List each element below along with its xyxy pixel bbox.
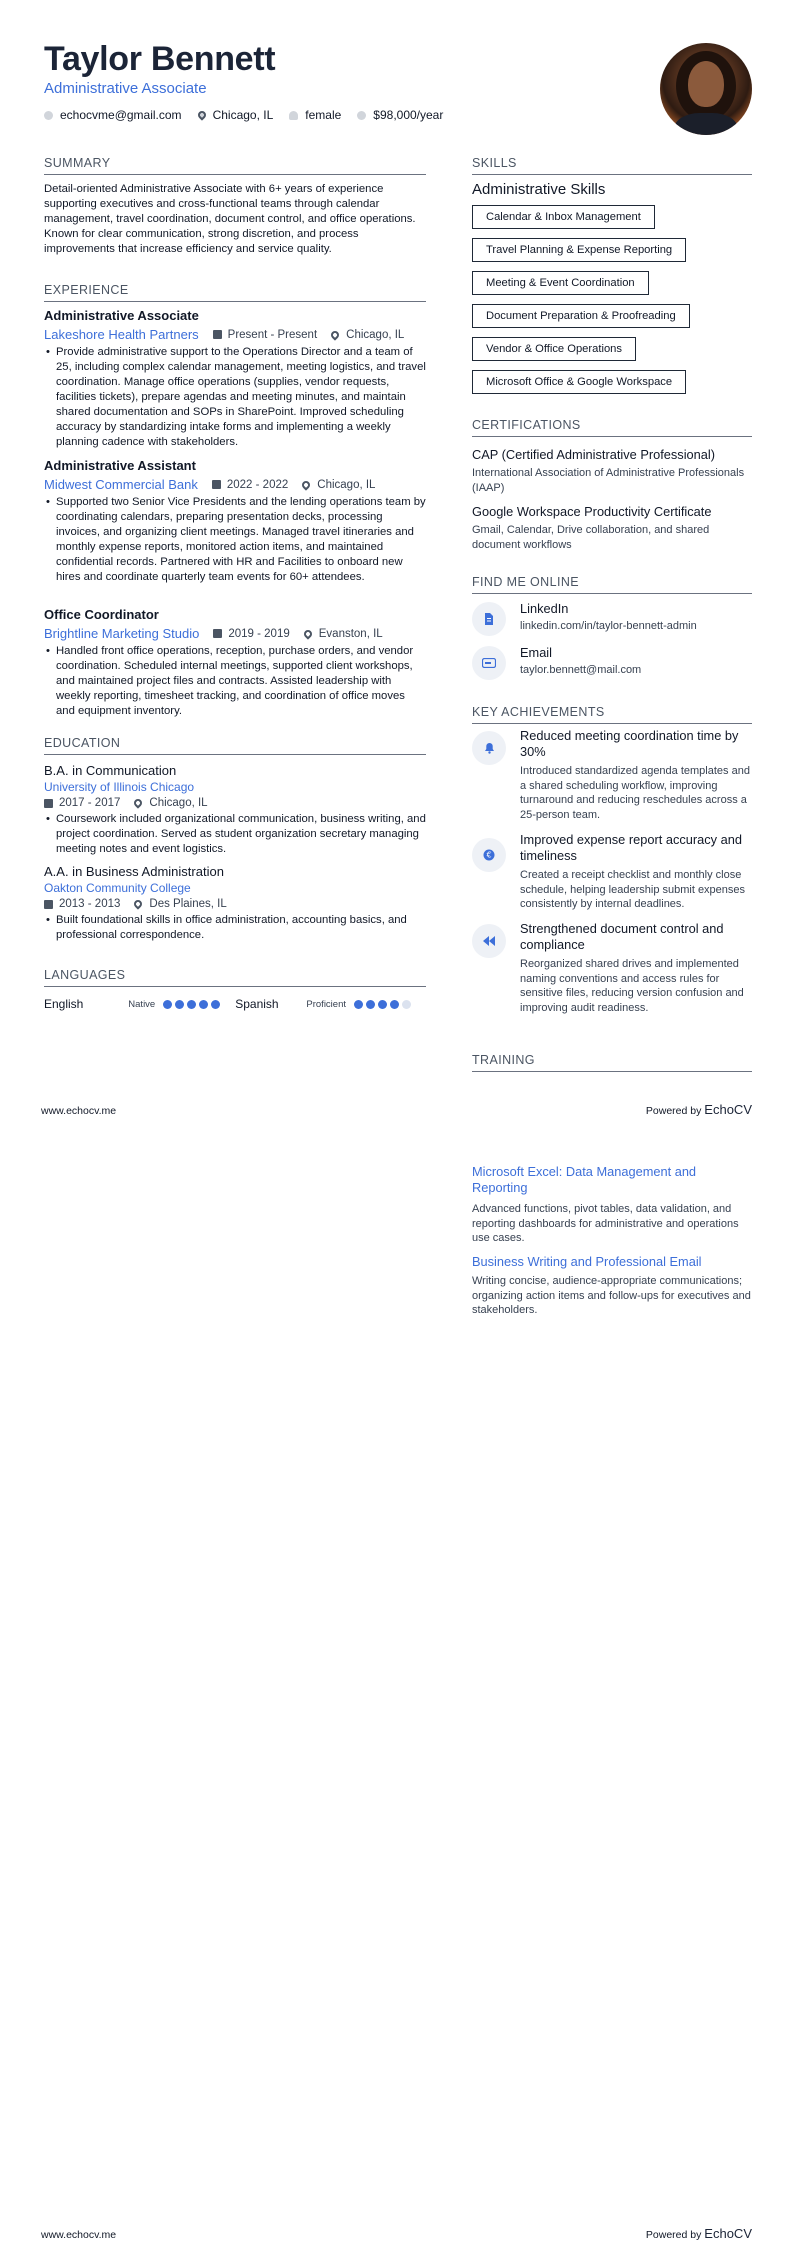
experience-item: Office Coordinator Brightline Marketing Studio 2019 - 2019 Evanston, IL • Handled front office operations, reception, purchase orders, and vendor coordination. Scheduled internal meetings, supported client workshops, and maintained project files and contracts. Assisted leadership with weekly reporting, timesheet tracking, and coordination of office moves and equipment inventory. bbox=[44, 607, 426, 719]
edu-location: Des Plaines, IL bbox=[149, 898, 227, 910]
edu-dates: 2017 - 2017 bbox=[59, 797, 121, 809]
school-name: Oakton Community College bbox=[44, 881, 191, 895]
user-icon bbox=[289, 111, 298, 120]
section-title-experience: EXPERIENCE bbox=[44, 283, 426, 302]
job-bullet: Provide administrative support to the Operations Director and a team of 25, including complex calendar management, meeting logistics, and travel coordination. Manage office operations (supplies, vendor requests, facilities tickets), prepare agendas and meeting minutes, and maintain shared documentation and SOPs in SharePoint. Improved scheduling accuracy by standardizing intake forms and implementing a weekly planning cadence with stakeholders. bbox=[56, 346, 426, 448]
rating-dot bbox=[402, 1000, 411, 1009]
edu-bullet: Coursework included organizational communication, business writing, and project coordination. Served as student organization secretary managing meeting notes and event logistics. bbox=[56, 813, 426, 855]
coin-icon bbox=[472, 838, 506, 872]
job-location: Chicago, IL bbox=[346, 328, 405, 341]
skill-tag: Travel Planning & Expense Reporting bbox=[472, 238, 686, 262]
certification-title: Google Workspace Productivity Certificate bbox=[472, 504, 712, 519]
achievement-title: Strengthened document control and compliance bbox=[520, 921, 724, 952]
rating-dot bbox=[378, 1000, 387, 1009]
location-pin-icon bbox=[329, 329, 340, 340]
achievement-desc: Introduced standardized agenda templates and a shared scheduling workflow, improving turnaround and reducing reschedules across a 25-person team. bbox=[520, 765, 750, 821]
achievement-desc: Created a receipt checklist and monthly close schedule, helping leadership submit expenses consistently by internal deadlines. bbox=[520, 869, 746, 910]
brand-logo: EchoCV bbox=[704, 2226, 752, 2241]
contact-salary-text: $98,000/year bbox=[373, 108, 444, 122]
job-dates: Present - Present bbox=[227, 328, 318, 341]
contact-salary bbox=[357, 108, 443, 122]
email-icon bbox=[472, 646, 506, 680]
footer-website[interactable]: www.echocv.me bbox=[41, 1105, 117, 1117]
candidate-name: Taylor Bennett bbox=[44, 40, 276, 78]
contact-email-text: echocvme@gmail.com bbox=[60, 108, 182, 122]
certification-title: CAP (Certified Administrative Professional) bbox=[472, 447, 715, 462]
calendar-icon bbox=[44, 799, 53, 808]
language-rating bbox=[354, 1000, 414, 1009]
brand-logo: EchoCV bbox=[704, 1102, 752, 1117]
language-level: Native bbox=[128, 998, 156, 1010]
calendar-icon bbox=[44, 900, 53, 909]
section-title-online: FIND ME ONLINE bbox=[472, 575, 752, 594]
edu-dates: 2013 - 2013 bbox=[59, 898, 121, 910]
skill-tag: Vendor & Office Operations bbox=[472, 337, 636, 361]
edu-bullet: Built foundational skills in office administration, accounting basics, and professional correspondence. bbox=[56, 914, 407, 941]
rating-dot bbox=[390, 1000, 399, 1009]
skill-tag: Meeting & Event Coordination bbox=[472, 271, 649, 295]
resume-page-2 bbox=[0, 1123, 794, 2246]
contact-location-text: Chicago, IL bbox=[212, 108, 274, 122]
location-pin-icon bbox=[196, 109, 207, 120]
training-desc: Writing concise, audience-appropriate communications; organizing action items and follow-ups for executives and stakeholders. bbox=[472, 1275, 751, 1316]
edu-location: Chicago, IL bbox=[149, 797, 208, 809]
contact-bar bbox=[44, 108, 459, 122]
experience-item: Administrative Associate Lakeshore Health Partners Present - Present Chicago, IL • Provide administrative support to the Operations Director and a team of 25, including complex calendar management, meeting logistics, and travel coordination. Manage office operations (supplies, vendor requests, facilities tickets), prepare agendas and meeting minutes, and maintain shared documentation and SOPs in SharePoint. Improved scheduling accuracy by standardizing intake forms and implementing a weekly planning cadence with stakeholders. bbox=[44, 308, 426, 448]
rating-dot bbox=[366, 1000, 375, 1009]
training-title: Microsoft Excel: Data Management and Reporting bbox=[472, 1164, 697, 1195]
job-dates: 2019 - 2019 bbox=[228, 627, 290, 640]
section-title-education: EDUCATION bbox=[44, 736, 426, 755]
skill-tag: Calendar & Inbox Management bbox=[472, 205, 655, 229]
skill-tag: Microsoft Office & Google Workspace bbox=[472, 370, 686, 394]
svg-text:€: € bbox=[486, 850, 492, 860]
language-rating bbox=[163, 1000, 223, 1009]
location-pin-icon bbox=[133, 898, 144, 909]
training-desc: Advanced functions, pivot tables, data validation, and reporting dashboards for administrative and operations use cases. bbox=[472, 1203, 739, 1244]
company-name: Brightline Marketing Studio bbox=[44, 626, 200, 641]
rating-dot bbox=[163, 1000, 172, 1009]
dollar-icon bbox=[357, 111, 366, 120]
language-name: English bbox=[44, 997, 84, 1011]
rating-dot bbox=[211, 1000, 220, 1009]
rating-dot bbox=[354, 1000, 363, 1009]
degree: B.A. in Communication bbox=[44, 763, 177, 778]
online-link[interactable]: taylor.bennett@mail.com bbox=[520, 664, 642, 676]
contact-gender bbox=[289, 108, 341, 122]
job-location: Evanston, IL bbox=[318, 627, 383, 640]
location-pin-icon bbox=[133, 797, 144, 808]
section-title-summary: SUMMARY bbox=[44, 156, 426, 175]
company-name: Midwest Commercial Bank bbox=[44, 477, 198, 492]
degree: A.A. in Business Administration bbox=[44, 864, 224, 879]
rewind-icon bbox=[472, 924, 506, 958]
online-label: LinkedIn bbox=[520, 601, 569, 616]
location-pin-icon bbox=[302, 628, 313, 639]
calendar-icon bbox=[213, 629, 222, 638]
footer-website[interactable]: www.echocv.me bbox=[41, 2229, 117, 2241]
job-title: Office Coordinator bbox=[44, 607, 159, 622]
footer-powered-by: Powered by EchoCV bbox=[645, 2226, 752, 2241]
languages-row bbox=[44, 996, 426, 1012]
candidate-title: Administrative Associate bbox=[44, 80, 207, 97]
rating-dot bbox=[175, 1000, 184, 1009]
calendar-icon bbox=[213, 330, 222, 339]
job-bullet: Handled front office operations, reception, purchase orders, and vendor coordination. Scheduled internal meetings, supported client workshops, and maintained project files and contracts. Assisted leadership with weekly reporting, timesheet tracking, and coordination of office moves and equipment inventory. bbox=[56, 645, 414, 717]
section-title-training: TRAINING bbox=[472, 1053, 752, 1072]
online-label: Email bbox=[520, 645, 552, 660]
section-title-achievements: KEY ACHIEVEMENTS bbox=[472, 705, 752, 724]
job-title: Administrative Assistant bbox=[44, 458, 196, 473]
skill-tag: Document Preparation & Proofreading bbox=[472, 304, 690, 328]
bell-icon bbox=[472, 731, 506, 765]
skills-group-title: Administrative Skills bbox=[472, 181, 606, 198]
footer-powered-by: Powered by EchoCV bbox=[645, 1102, 752, 1117]
location-pin-icon bbox=[301, 479, 312, 490]
email-icon bbox=[44, 111, 53, 120]
achievement-title: Improved expense report accuracy and timeliness bbox=[520, 832, 742, 863]
experience-item: Administrative Assistant Midwest Commercial Bank 2022 - 2022 Chicago, IL • Supported two Senior Vice Presidents and the lending operations team by coordinating calendars, preparing presentation decks, processing invoices, and organizing client meetings. Managed travel itineraries and monthly expense reports, monitored action items, and maintained confidential records. Partnered with HR and Facilities to onboard new hires and coordinate quarterly team events for 60+ attendees. bbox=[44, 458, 426, 583]
section-title-certifications: CERTIFICATIONS bbox=[472, 418, 752, 437]
section-title-skills: SKILLS bbox=[472, 156, 752, 175]
certification-desc: International Association of Administrative Professionals (IAAP) bbox=[472, 467, 745, 494]
summary-text: Detail-oriented Administrative Associate with 6+ years of experience supporting executives and cross-functional teams through calendar management, travel coordination, document control, and office operations. Known for clear communication, strong discretion, and process improvements that increase efficiency and service quality. bbox=[44, 183, 416, 255]
contact-location bbox=[198, 108, 274, 122]
company-name: Lakeshore Health Partners bbox=[44, 327, 199, 342]
language-level: Proficient bbox=[306, 998, 346, 1010]
achievement-title: Reduced meeting coordination time by 30% bbox=[520, 728, 739, 759]
certification-desc: Gmail, Calendar, Drive collaboration, and shared document workflows bbox=[472, 524, 710, 551]
job-dates: 2022 - 2022 bbox=[226, 478, 289, 491]
avatar bbox=[660, 43, 752, 135]
school-name: University of Illinois Chicago bbox=[44, 780, 195, 794]
education-item: A.A. in Business Administration Oakton Community College 2013 - 2013 Des Plaines, IL • Built foundational skills in office administration, accounting basics, and professional correspondence. bbox=[44, 864, 426, 943]
language-name: Spanish bbox=[235, 997, 279, 1011]
job-bullet: Supported two Senior Vice Presidents and the lending operations team by coordinating calendars, preparing presentation decks, processing invoices, and organizing client meetings. Managed travel itineraries and monthly expense reports, monitored action items, and maintained confidential records. Partnered with HR and Facilities to onboard new hires and coordinate quarterly team events for 60+ attendees. bbox=[56, 496, 426, 583]
rating-dot bbox=[187, 1000, 196, 1009]
job-title: Administrative Associate bbox=[44, 308, 199, 323]
calendar-icon bbox=[212, 480, 221, 489]
linkedin-icon bbox=[472, 602, 506, 636]
achievement-desc: Reorganized shared drives and implemented naming conventions and access rules for sensitive files, reducing version confusion and improving audit readiness. bbox=[520, 958, 744, 1014]
job-location: Chicago, IL bbox=[317, 478, 376, 491]
contact-gender-text: female bbox=[305, 108, 342, 122]
contact-email bbox=[44, 108, 182, 122]
rating-dot bbox=[199, 1000, 208, 1009]
section-title-languages: LANGUAGES bbox=[44, 968, 426, 987]
training-title: Business Writing and Professional Email bbox=[472, 1254, 702, 1269]
online-link[interactable]: linkedin.com/in/taylor-bennett-admin bbox=[520, 620, 697, 632]
education-item: B.A. in Communication University of Illinois Chicago 2017 - 2017 Chicago, IL • Coursework included organizational communication, business writing, and project coordination. Served as student organization secretary managing meeting notes and event logistics. bbox=[44, 763, 426, 855]
